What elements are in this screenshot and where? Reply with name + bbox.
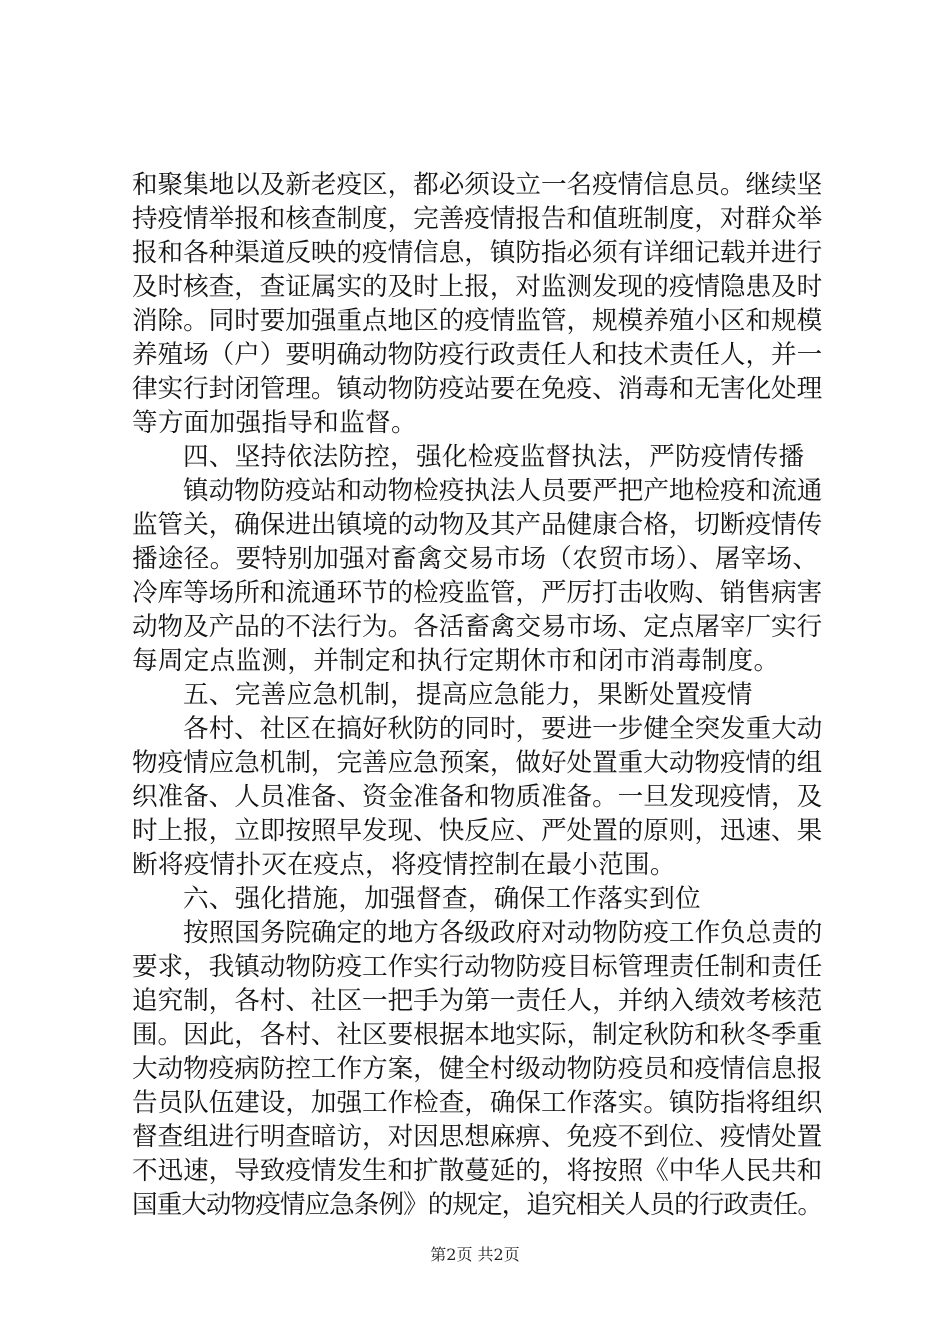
text-line: 等方面加强指导和监督。	[132, 408, 417, 438]
text-line: 国重大动物疫情应急条例》的规定，追究相关人员的行政责任。	[132, 1190, 823, 1220]
text-line: 播途径。要特别加强对畜禽交易市场（农贸市场）、屠宰场、	[132, 544, 819, 574]
text-line: 监管关，确保进出镇境的动物及其产品健康合格，切断疫情传	[132, 510, 823, 540]
text-line: 六、强化措施，加强督查，确保工作落实到位	[183, 884, 701, 914]
text-line: 物疫情应急机制，完善应急预案，做好处置重大动物疫情的组	[132, 748, 823, 778]
text-line: 不迅速，导致疫情发生和扩散蔓延的，将按照《中华人民共和	[132, 1156, 823, 1186]
text-line: 律实行封闭管理。镇动物防疫站要在免疫、消毒和无害化处理	[132, 374, 823, 404]
text-line: 督查组进行明查暗访，对因思想麻痹、免疫不到位、疫情处置	[132, 1122, 823, 1152]
document-body	[132, 168, 822, 1222]
text-line: 各村、社区在搞好秋防的同时，要进一步健全突发重大动	[183, 714, 823, 744]
page-number-footer: 第2页 共2页	[430, 1245, 520, 1264]
text-line: 要求，我镇动物防疫工作实行动物防疫目标管理责任制和责任	[132, 952, 823, 982]
text-line: 动物及产品的不法行为。各活畜禽交易市场、定点屠宰厂实行	[132, 612, 823, 642]
text-line: 和聚集地以及新老疫区，都必须设立一名疫情信息员。继续坚	[132, 170, 823, 200]
text-line: 五、完善应急机制，提高应急能力，果断处置疫情	[183, 680, 753, 710]
text-line: 四、坚持依法防控，强化检疫监督执法，严防疫情传播	[183, 442, 805, 472]
text-line: 围。因此，各村、社区要根据本地实际，制定秋防和秋冬季重	[132, 1020, 823, 1050]
text-line: 镇动物防疫站和动物检疫执法人员要严把产地检疫和流通	[183, 476, 823, 506]
text-line: 消除。同时要加强重点地区的疫情监管，规模养殖小区和规模	[132, 306, 823, 336]
text-line: 大动物疫病防控工作方案，健全村级动物防疫员和疫情信息报	[132, 1054, 823, 1084]
text-line: 按照国务院确定的地方各级政府对动物防疫工作负总责的	[183, 918, 823, 948]
text-line: 时上报，立即按照早发现、快反应、严处置的原则，迅速、果	[132, 816, 823, 846]
text-line: 断将疫情扑灭在疫点，将疫情控制在最小范围。	[132, 850, 676, 880]
text-line: 报和各种渠道反映的疫情信息，镇防指必须有详细记载并进行	[132, 238, 823, 268]
text-line: 追究制，各村、社区一把手为第一责任人，并纳入绩效考核范	[132, 986, 823, 1016]
text-line: 织准备、人员准备、资金准备和物质准备。一旦发现疫情，及	[132, 782, 823, 812]
text-line: 养殖场（户）要明确动物防疫行政责任人和技术责任人，并一	[132, 340, 823, 370]
text-line: 冷库等场所和流通环节的检疫监管，严厉打击收购、销售病害	[132, 578, 823, 608]
text-line: 持疫情举报和核查制度，完善疫情报告和值班制度，对群众举	[132, 204, 823, 234]
text-line: 告员队伍建设，加强工作检查，确保工作落实。镇防指将组织	[132, 1088, 823, 1118]
text-line: 及时核查，查证属实的及时上报，对监测发现的疫情隐患及时	[132, 272, 823, 302]
text-line: 每周定点监测，并制定和执行定期休市和闭市消毒制度。	[132, 646, 780, 676]
